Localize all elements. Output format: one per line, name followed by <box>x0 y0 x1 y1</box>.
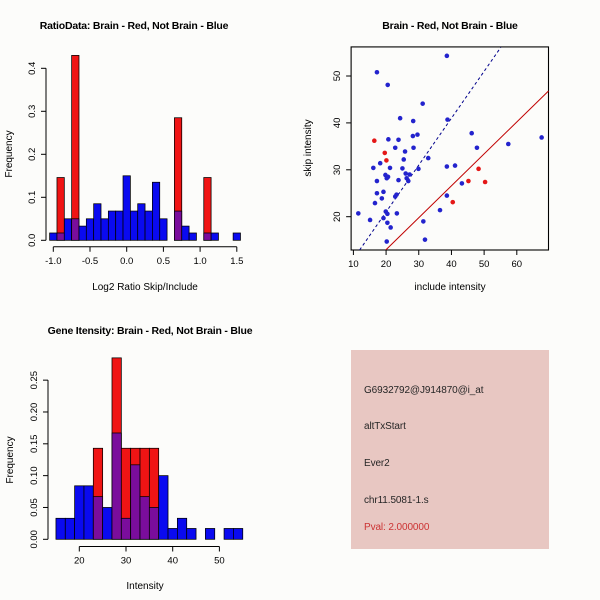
hist-bar-red <box>57 178 64 241</box>
x-tick-label: 1.5 <box>230 255 244 267</box>
x-tick-label: 40 <box>167 555 178 567</box>
hist-bar-blue <box>116 211 123 240</box>
x-tick-label: 30 <box>120 555 132 567</box>
gene-histogram-xlabel: Intensity <box>126 581 164 592</box>
hist-bar-blue <box>108 211 115 240</box>
hist-bar-blue <box>50 233 57 240</box>
hist-bar-overlap <box>131 465 140 539</box>
hist-bar-blue <box>79 226 86 240</box>
ratio-histogram-xlabel: Log2 Ratio Skip/Include <box>92 282 198 293</box>
scatter-point-blue <box>396 137 401 142</box>
x-tick-label: 1.0 <box>193 255 207 267</box>
scatter-point-blue <box>445 164 450 169</box>
intensity-scatter-panel <box>300 0 600 300</box>
scatter-point-blue <box>421 219 426 224</box>
scatter-point-blue <box>453 163 458 168</box>
hist-bar-blue <box>138 204 145 241</box>
hist-bar-blue <box>182 226 189 240</box>
scatter-point-blue <box>378 161 383 166</box>
hist-bar-blue <box>65 518 74 539</box>
scatter-point-blue <box>403 171 408 176</box>
y-tick-label: 0.25 <box>29 370 40 390</box>
scatter-point-blue <box>469 131 474 136</box>
y-tick-label: 0.15 <box>29 434 40 454</box>
hist-bar-blue <box>205 528 214 539</box>
y-tick-label: 0.20 <box>29 402 40 422</box>
scatter-point-blue <box>411 119 416 124</box>
hist-bar-overlap <box>204 233 211 240</box>
scatter-point-blue <box>388 225 393 230</box>
y-tick-label: 0.1 <box>27 190 38 204</box>
scatter-point-blue <box>373 201 378 206</box>
y-tick-label: 0.0 <box>27 233 38 247</box>
scatter-point-blue <box>356 211 361 216</box>
scatter-point-blue <box>385 83 390 88</box>
x-tick-label: 50 <box>478 258 490 270</box>
hist-bar-blue <box>84 486 93 539</box>
hist-bar-overlap <box>174 211 181 240</box>
gene-histogram-ylabel: Frequency <box>5 436 16 484</box>
scatter-point-red <box>476 167 481 172</box>
hist-bar-overlap <box>57 233 64 240</box>
hist-bar-blue <box>86 219 93 241</box>
x-tick-label: 60 <box>511 258 523 270</box>
scatter-point-red <box>450 200 455 205</box>
scatter-point-blue <box>420 101 425 106</box>
y-tick-label: 50 <box>332 70 344 82</box>
scatter-point-blue <box>426 156 431 161</box>
scatter-point-blue <box>396 178 401 183</box>
brain-fit-line <box>386 91 549 250</box>
hist-bar-blue <box>152 182 159 240</box>
y-tick-label: 0.4 <box>27 61 38 75</box>
scatter-point-blue <box>445 193 450 198</box>
scatter-point-blue <box>381 216 386 221</box>
scatter-point-red <box>384 158 389 163</box>
y-tick-label: 0.00 <box>29 530 40 549</box>
not-brain-fit-line <box>360 47 501 250</box>
scatter-point-blue <box>423 237 428 242</box>
hist-bar-red <box>204 178 211 241</box>
scatter-point-blue <box>368 218 373 223</box>
hist-bar-blue <box>211 233 218 240</box>
x-tick-label: -0.5 <box>81 255 99 267</box>
y-tick-label: 20 <box>332 211 344 222</box>
scatter-point-red <box>382 151 387 156</box>
scatter-point-blue <box>381 190 386 195</box>
scatter-point-blue <box>403 149 408 154</box>
hist-bar-overlap <box>140 497 149 540</box>
scatter-point-blue <box>411 145 416 150</box>
pval-text: Pval: 2.000000 <box>364 522 430 533</box>
scatter-point-blue <box>395 211 400 216</box>
hist-bar-blue <box>189 233 196 240</box>
hist-bar-blue <box>94 204 101 241</box>
plot-box <box>351 47 548 250</box>
hist-bar-blue <box>123 176 130 241</box>
x-tick-label: 20 <box>380 258 392 270</box>
scatter-point-blue <box>445 54 450 59</box>
hist-bar-overlap <box>149 507 158 539</box>
intensity-scatter-ylabel: skip intensity <box>303 119 314 177</box>
scatter-point-blue <box>416 167 421 172</box>
x-tick-label: 0.0 <box>120 255 134 267</box>
hist-bar-blue <box>168 528 177 539</box>
ratio-histogram-panel <box>0 0 300 300</box>
scatter-point-blue <box>539 135 544 140</box>
probe-id-text: G6932792@J914870@i_at <box>364 385 484 396</box>
scatter-point-blue <box>406 179 411 184</box>
scatter-point-blue <box>386 175 391 180</box>
hist-bar-blue <box>103 507 112 539</box>
scatter-point-blue <box>415 132 420 137</box>
ratio-histogram-ylabel: Frequency <box>4 130 15 178</box>
scatter-point-blue <box>407 172 412 177</box>
hist-bar-overlap <box>112 433 121 539</box>
x-tick-label: -1.0 <box>45 255 62 267</box>
ratio-histogram-title: RatioData: Brain - Red, Not Brain - Blue <box>39 20 229 32</box>
scatter-point-blue <box>475 145 480 150</box>
scatter-point-blue <box>401 157 406 162</box>
hist-bar-overlap <box>72 219 79 241</box>
x-tick-label: 20 <box>74 555 85 567</box>
hist-bar-blue <box>233 528 242 539</box>
y-tick-label: 0.05 <box>29 498 40 517</box>
scatter-point-blue <box>398 116 403 121</box>
scatter-point-blue <box>411 134 416 139</box>
scatter-point-blue <box>388 166 393 171</box>
scatter-point-blue <box>384 239 389 244</box>
gene-histogram-plot-area <box>29 358 243 567</box>
scatter-point-red <box>466 179 471 184</box>
ratio-histogram-plot-area <box>27 55 243 266</box>
y-tick-label: 30 <box>332 164 344 176</box>
gene-histogram-panel <box>0 300 300 600</box>
x-tick-label: 0.5 <box>156 255 171 267</box>
hist-bar-blue <box>224 528 233 539</box>
scatter-point-blue <box>438 208 443 213</box>
scatter-point-blue <box>385 212 390 217</box>
y-tick-label: 0.2 <box>27 147 38 161</box>
hist-bar-blue <box>159 476 168 540</box>
scatter-point-blue <box>400 166 405 171</box>
hist-bar-overlap <box>93 497 102 540</box>
y-tick-label: 0.3 <box>27 104 38 118</box>
scatter-point-blue <box>506 142 511 147</box>
scatter-point-blue <box>380 196 385 201</box>
y-tick-label: 40 <box>332 117 344 129</box>
scatter-point-blue <box>386 137 391 142</box>
hist-bar-blue <box>64 219 71 241</box>
event-type-text: altTxStart <box>364 421 406 432</box>
scatter-point-blue <box>375 70 380 75</box>
hist-bar-blue <box>145 211 152 240</box>
hist-bar-blue <box>233 233 240 240</box>
location-text: chr11.5081-1.s <box>364 495 429 506</box>
hist-bar-red <box>72 55 79 240</box>
scatter-point-blue <box>385 220 390 225</box>
hist-bar-blue <box>130 211 137 240</box>
scatter-point-red <box>483 180 488 185</box>
x-tick-label: 10 <box>348 258 359 270</box>
x-tick-label: 50 <box>214 555 225 567</box>
scatter-point-red <box>372 138 377 143</box>
gene-histogram-title: Gene Itensity: Brain - Red, Not Brain - Blue <box>47 325 253 337</box>
scatter-point-blue <box>445 117 450 122</box>
hist-bar-overlap <box>121 518 130 539</box>
hist-bar-blue <box>160 219 167 241</box>
scatter-point-blue <box>375 191 380 196</box>
scatter-point-blue <box>393 145 398 150</box>
hist-bar-blue <box>101 219 108 241</box>
scatter-point-blue <box>394 192 399 197</box>
y-tick-label: 0.10 <box>29 466 40 485</box>
scatter-point-blue <box>460 181 465 186</box>
gene-info-panel <box>351 350 549 549</box>
hist-bar-blue <box>56 518 65 539</box>
x-tick-label: 30 <box>413 258 425 270</box>
intensity-scatter-xlabel: include intensity <box>414 282 486 293</box>
scatter-point-blue <box>375 179 380 184</box>
gene-name-text: Ever2 <box>364 458 390 469</box>
intensity-scatter-title: Brain - Red, Not Brain - Blue <box>382 20 518 32</box>
x-tick-label: 40 <box>446 258 457 270</box>
scatter-point-blue <box>371 166 376 171</box>
hist-bar-blue <box>187 528 196 539</box>
intensity-scatter-plot-area <box>332 47 548 270</box>
hist-bar-blue <box>75 486 84 539</box>
hist-bar-blue <box>177 518 186 539</box>
